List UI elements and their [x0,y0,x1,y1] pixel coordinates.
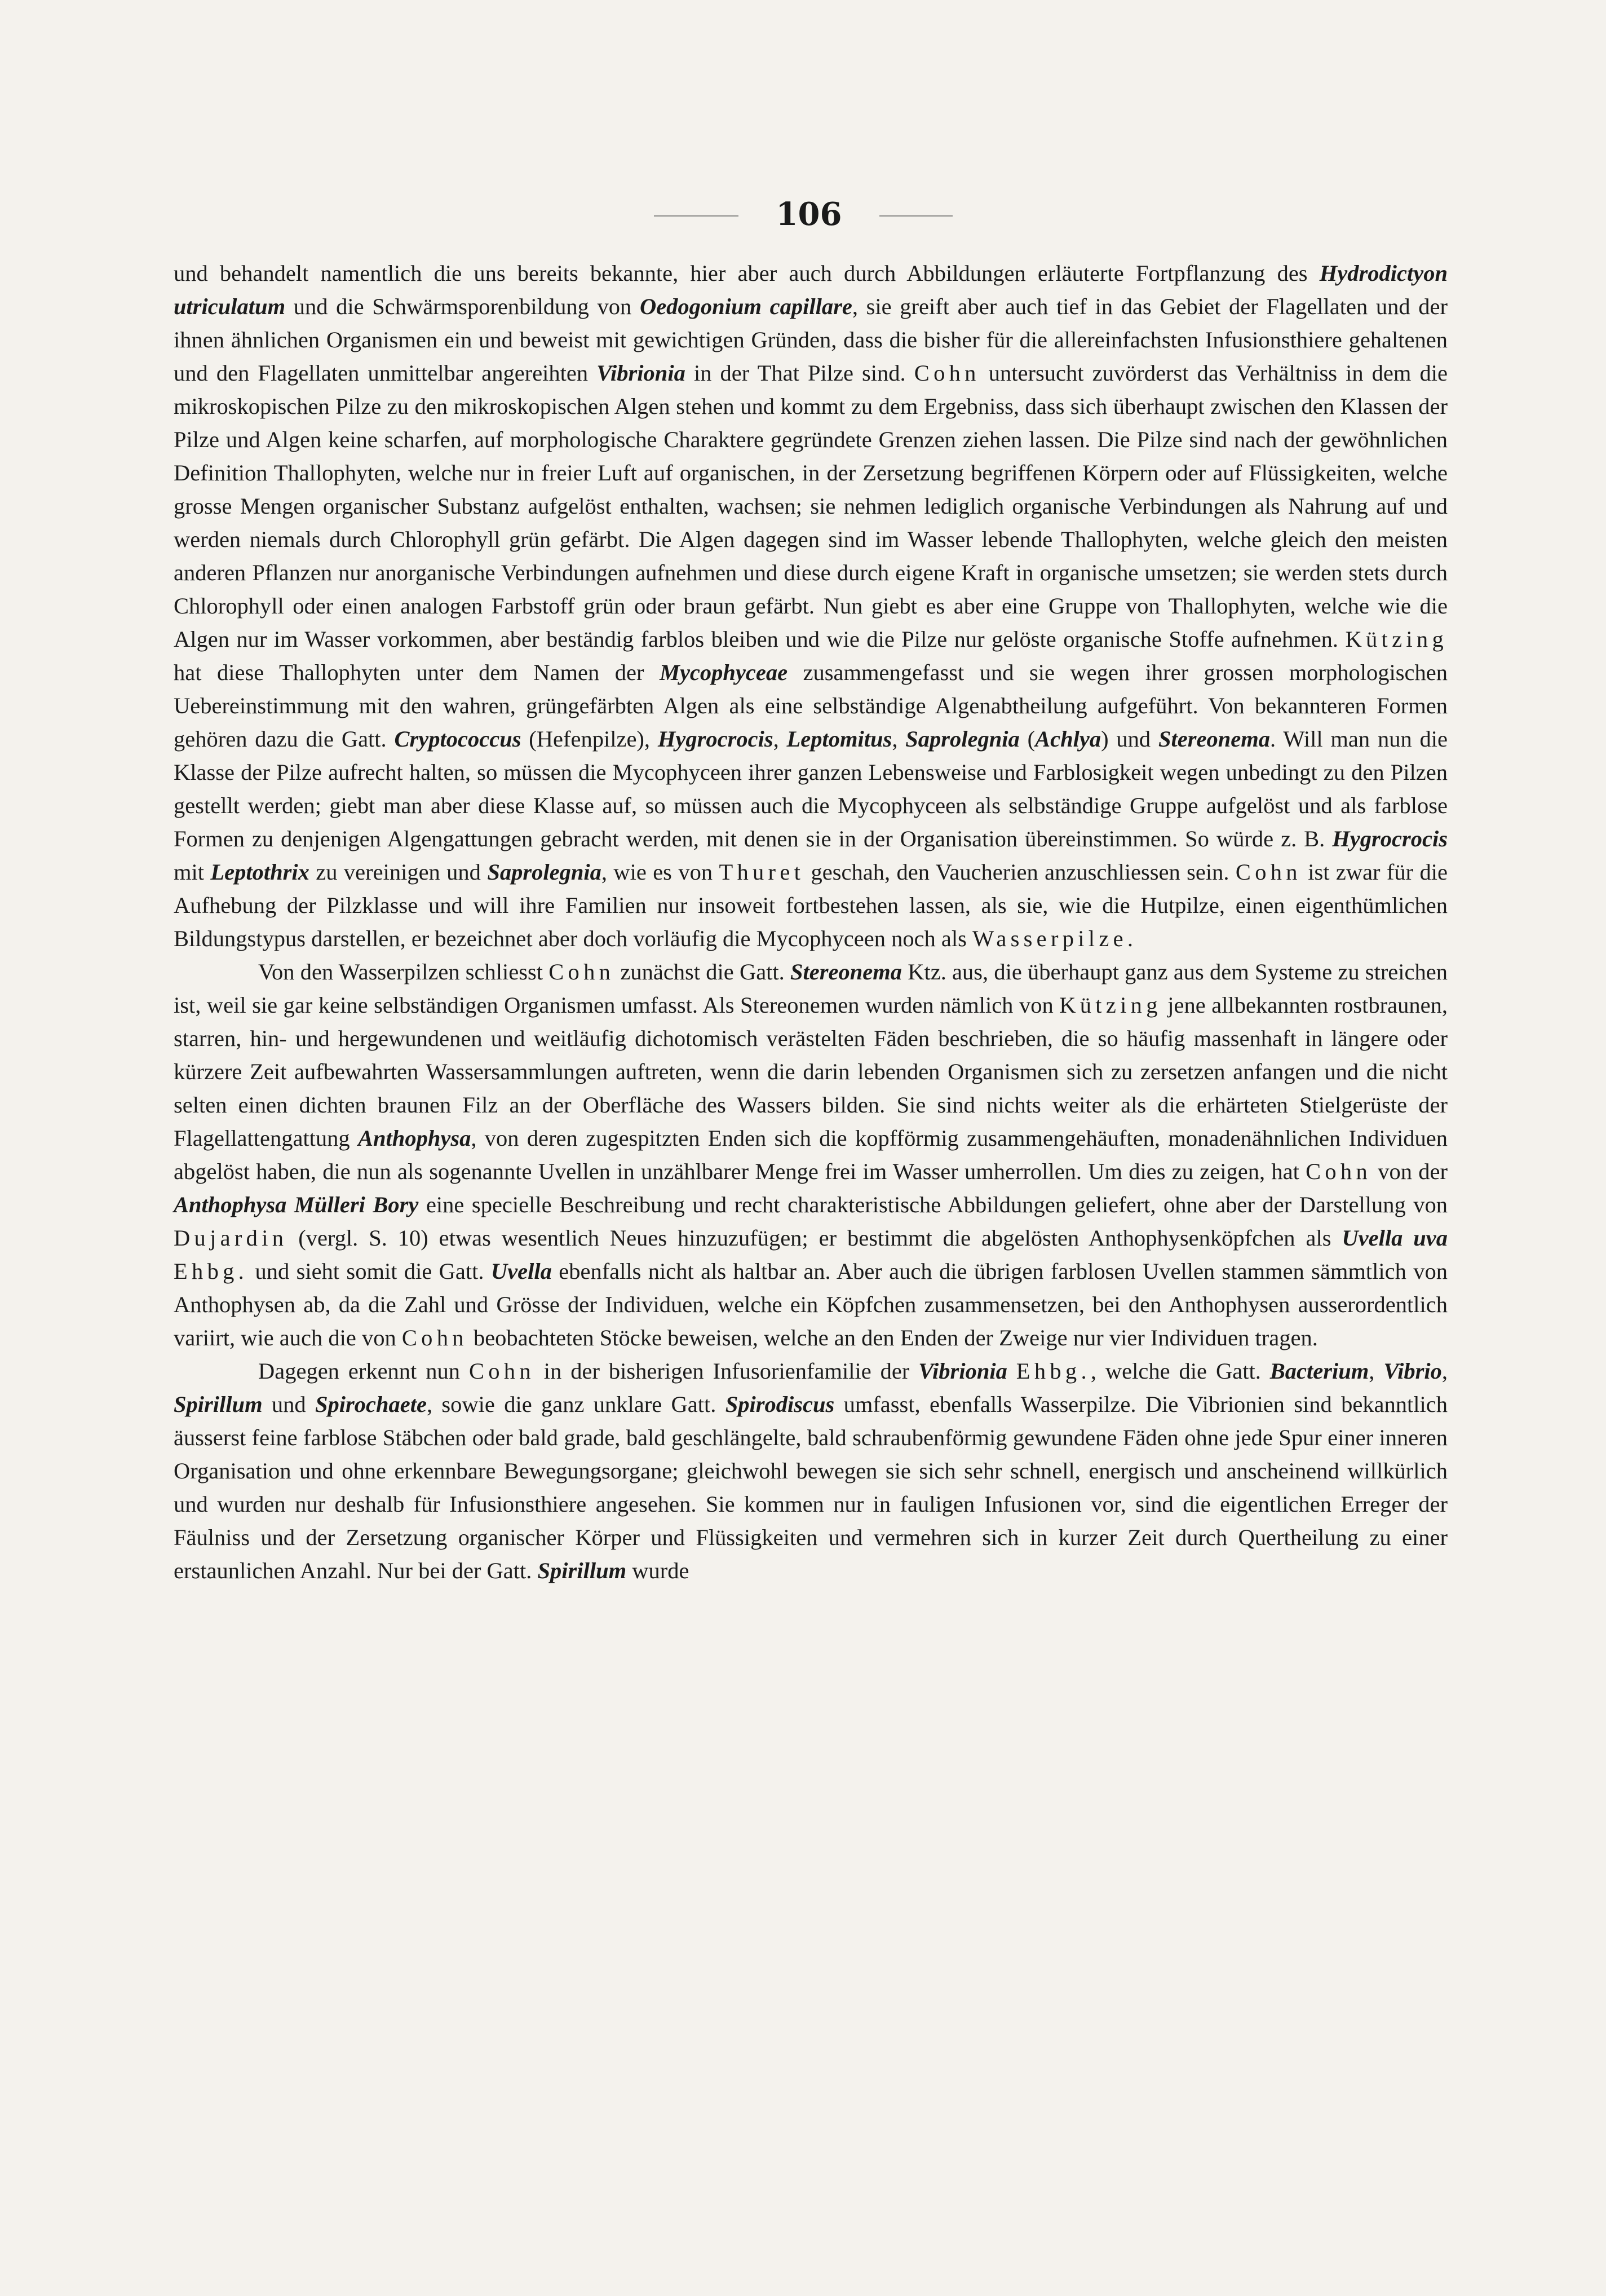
text-run: mit [174,859,211,885]
text-run: zu vereinigen und [309,859,488,885]
text-run: geschah, den Vaucherien anzuschliessen sein. [804,859,1236,885]
author-name: Cohn [468,1358,535,1384]
taxon-name: Stereonema [1158,726,1271,752]
taxon-name: Stereonema [790,959,902,984]
paragraph [174,1354,1448,1587]
page-header [0,195,1606,234]
paragraph [174,955,1448,1354]
text-run: (Hefenpilze), [521,726,658,752]
text-run: wurde [626,1558,689,1583]
text-run: Dagegen erkennt nun [258,1358,469,1384]
text-run: und behandelt namentlich die uns bereits bekannte, hier aber auch durch Abbildungen erläuterte Fortpflanzung des [174,260,1320,286]
taxon-name: Vibrionia [596,360,685,386]
text-run: . [1127,926,1134,951]
header-rule-left [654,215,738,217]
taxon-name: Uvella [490,1259,552,1284]
paragraph [174,257,1448,955]
author-name: Cohn [401,1325,468,1350]
taxon-name: Spirillum [537,1558,627,1583]
taxon-name: Hygrocrocis [1332,826,1448,851]
text-run: , [1441,1358,1448,1384]
author-name: Wasserpilze [972,926,1127,951]
text-run: und [262,1392,315,1417]
text-run: von der [1371,1159,1448,1184]
taxon-name: Anthophysa Mülleri Bory [174,1192,419,1217]
text-run: , [773,726,787,752]
text-run: in der bisherigen Infusorienfamilie der [534,1358,919,1384]
text-run: , wie es von [601,859,719,885]
page-number: 106 [776,196,842,233]
taxon-name: Spirodiscus [725,1392,835,1417]
text-run: , sowie die ganz unklare Gatt. [426,1392,725,1417]
author-name: Cohn [1235,859,1302,885]
taxon-name: Bacterium [1269,1358,1369,1384]
taxon-name: Oedogonium capillare [639,294,852,319]
header-rule-right [879,215,953,217]
text-run: , von deren zugespitzten Enden sich die kopfförmig zusammengehäuften, monadenähnlichen Individuen abgelöst haben, die nun als sogenannte Uvellen in unzählbarer Menge frei im Wasser umherrollen. Um dies zu zeigen, hat [174,1125,1448,1184]
taxon-name: Leptothrix [210,859,309,885]
text-run: zunächst die Gatt. [614,959,791,984]
taxon-name: Vibrionia [918,1358,1007,1384]
taxon-name: Spirochaete [315,1392,427,1417]
author-name: Kützing [1345,626,1448,652]
text-run: untersucht zuvörderst das Verhältniss in dem die mikroskopischen Pilze zu den mikroskopischen Algen stehen und kommt zu dem Ergebniss, dass sich überhaupt zwischen den Klassen der Pilze und Algen keine scharfen, auf morphologische Charaktere gegründete Grenzen ziehen lassen. Die Pilze sind nach der gewöhnlichen Definition Thallophyten, welche nur in freier Luft auf organischen, in der Zersetzung begriffenen Körpern oder auf Flüssigkeiten, welche grosse Mengen organischer Substanz aufgelöst enthalten, wachsen; sie nehmen lediglich organische Verbindungen als Nahrung auf und werden niemals durch Chlorophyll grün gefärbt. Die Algen dagegen sind im Wasser lebende Thallophyten, welche gleich den meisten anderen Pflanzen nur anorganische Verbindungen aufnehmen und diese durch eigene Kraft in organische umsetzen; sie werden stets durch Chlorophyll oder einen analogen Farbstoff grün oder braun gefärbt. Nun giebt es aber eine Gruppe von Thallophyten, welche wie die Algen nur im Wasser vorkommen, aber beständig farblos bleiben und wie die Pilze nur gelöste organische Stoffe aufnehmen. [174,360,1448,652]
taxon-name: Leptomitus [786,726,892,752]
taxon-name: Uvella uva [1342,1225,1448,1251]
author-name: Ehbg. [1016,1358,1091,1384]
text-run: ) und [1101,726,1159,752]
text-run: Ktz. aus, die überhaupt ganz aus dem Systeme zu streichen ist, weil sie gar keine selbständigen Organismen umfasst. Als Stereonemen wurden nämlich von [174,959,1448,1018]
author-name: Kützing [1059,992,1162,1018]
taxon-name: Hygrocrocis [657,726,773,752]
text-run: . Will man nun die Klasse der Pilze aufrecht halten, so müssen die Mycophyceen ihrer ganzen Lebensweise und Farblosigkeit wegen unbedingt zu den Pilzen gestellt werden; giebt man aber diese Klasse auf, so müssen auch die Mycophyceen als selbständige Gruppe aufgelöst und als farblose Formen zu denjenigen Algengattungen gebracht werden, mit denen sie in der Organisation übereinstimmen. So würde z. B. [174,726,1448,851]
taxon-name: Saprolegnia [487,859,601,885]
body-text [174,257,1448,1587]
text-run: , [1369,1358,1384,1384]
text-run: , welche die Gatt. [1090,1358,1270,1384]
text-run: hat diese Thallophyten unter dem Namen der [174,660,660,685]
taxon-name: Mycophyceae [659,660,788,685]
author-name: Cohn [914,360,980,386]
text-run [1007,1358,1016,1384]
taxon-name: Achlya [1035,726,1101,752]
text-run: zusammengefasst und sie wegen ihrer grossen morphologischen Uebereinstimmung mit den wahren, grüngefärbten Algen als eine selbständige Algenabtheilung aufgeführt. Von bekannteren Formen gehören dazu die Gatt. [174,660,1448,752]
author-name: Cohn [548,959,615,984]
text-run: und sieht somit die Gatt. [248,1259,491,1284]
text-run: (vergl. S. 10) etwas wesentlich Neues hinzuzufügen; er bestimmt die abgelösten Anthophysenköpfchen als [287,1225,1342,1251]
author-name: Thuret [719,859,805,885]
text-run: umfasst, ebenfalls Wasserpilze. Die Vibrionien sind bekanntlich äusserst feine farblose Stäbchen oder bald grade, bald geschlängelte, bald schraubenförmig gewundene Fäden ohne jede Spur einer inneren Organisation und ohne erkennbare Bewegungsorgane; gleichwohl bewegen sie sich sehr schnell, energisch und anscheinend willkürlich und wurden nur deshalb für Infusionsthiere angesehen. Sie kommen nur in fauligen Infusionen vor, sind die eigentlichen Erreger der Fäulniss und der Zersetzung organischer Körper und Flüssigkeiten und vermehren sich in kurzer Zeit durch Quertheilung zu einer erstaunlichen Anzahl. Nur bei der Gatt. [174,1392,1448,1583]
taxon-name: Anthophysa [358,1125,471,1151]
text-run: und die Schwärmsporenbildung von [285,294,640,319]
text-run: in der That Pilze sind. [685,360,914,386]
author-name: Dujardin [174,1225,288,1251]
text-run: Von den Wasserpilzen schliesst [258,959,549,984]
text-run: ist zwar für die Aufhebung der Pilzklasse und will ihre Familien nur insoweit fortbestehen lassen, als sie, wie die Hutpilze, einen eigenthümlichen Bildungstypus darstellen, er bezeichnet aber doch vorläufig die Mycophyceen noch als [174,859,1448,951]
author-name: Ehbg. [174,1259,249,1284]
taxon-name: Hydrodictyon utriculatum [174,260,1448,319]
author-name: Cohn [1306,1159,1372,1184]
taxon-name: Spirillum [174,1392,263,1417]
text-run: eine specielle Beschreibung und recht charakteristische Abbildungen geliefert, ohne aber der Darstellung von [418,1192,1448,1217]
text-run: ( [1019,726,1036,752]
taxon-name: Saprolegnia [905,726,1020,752]
taxon-name: Vibrio [1383,1358,1442,1384]
text-run: ebenfalls nicht als haltbar an. Aber auch die übrigen farblosen Uvellen stammen sämmtlich von Anthophysen ab, da die Zahl und Grösse der Individuen, welche ein Köpfchen zusammensetzen, bei den Anthophysen ausserordentlich variirt, wie auch die von [174,1259,1448,1350]
text-run: beobachteten Stöcke beweisen, welche an den Enden der Zweige nur vier Individuen tragen. [467,1325,1318,1350]
taxon-name: Cryptococcus [394,726,521,752]
text-run: jene allbekannten rostbraunen, starren, hin- und hergewundenen und weitläufig dichotomisch verästelten Fäden beschrieben, die so häufig massenhaft in längere oder kürzere Zeit aufbewahrten Wassersammlungen auftreten, wenn die darin lebenden Organismen sich zu zersetzen anfangen und die nicht selten einen dichten braunen Filz an der Oberfläche des Wassers bilden. Sie sind nichts weiter als die erhärteten Stielgerüste der Flagellattengattung [174,992,1448,1151]
text-run: , [892,726,906,752]
text-run: , sie greift aber auch tief in das Gebiet der Flagellaten und der ihnen ähnlichen Organismen ein und beweist mit gewichtigen Gründen, dass die bisher für die allereinfachsten Infusionsthiere gehaltenen und den Flagellaten unmittelbar angereihten [174,294,1448,386]
